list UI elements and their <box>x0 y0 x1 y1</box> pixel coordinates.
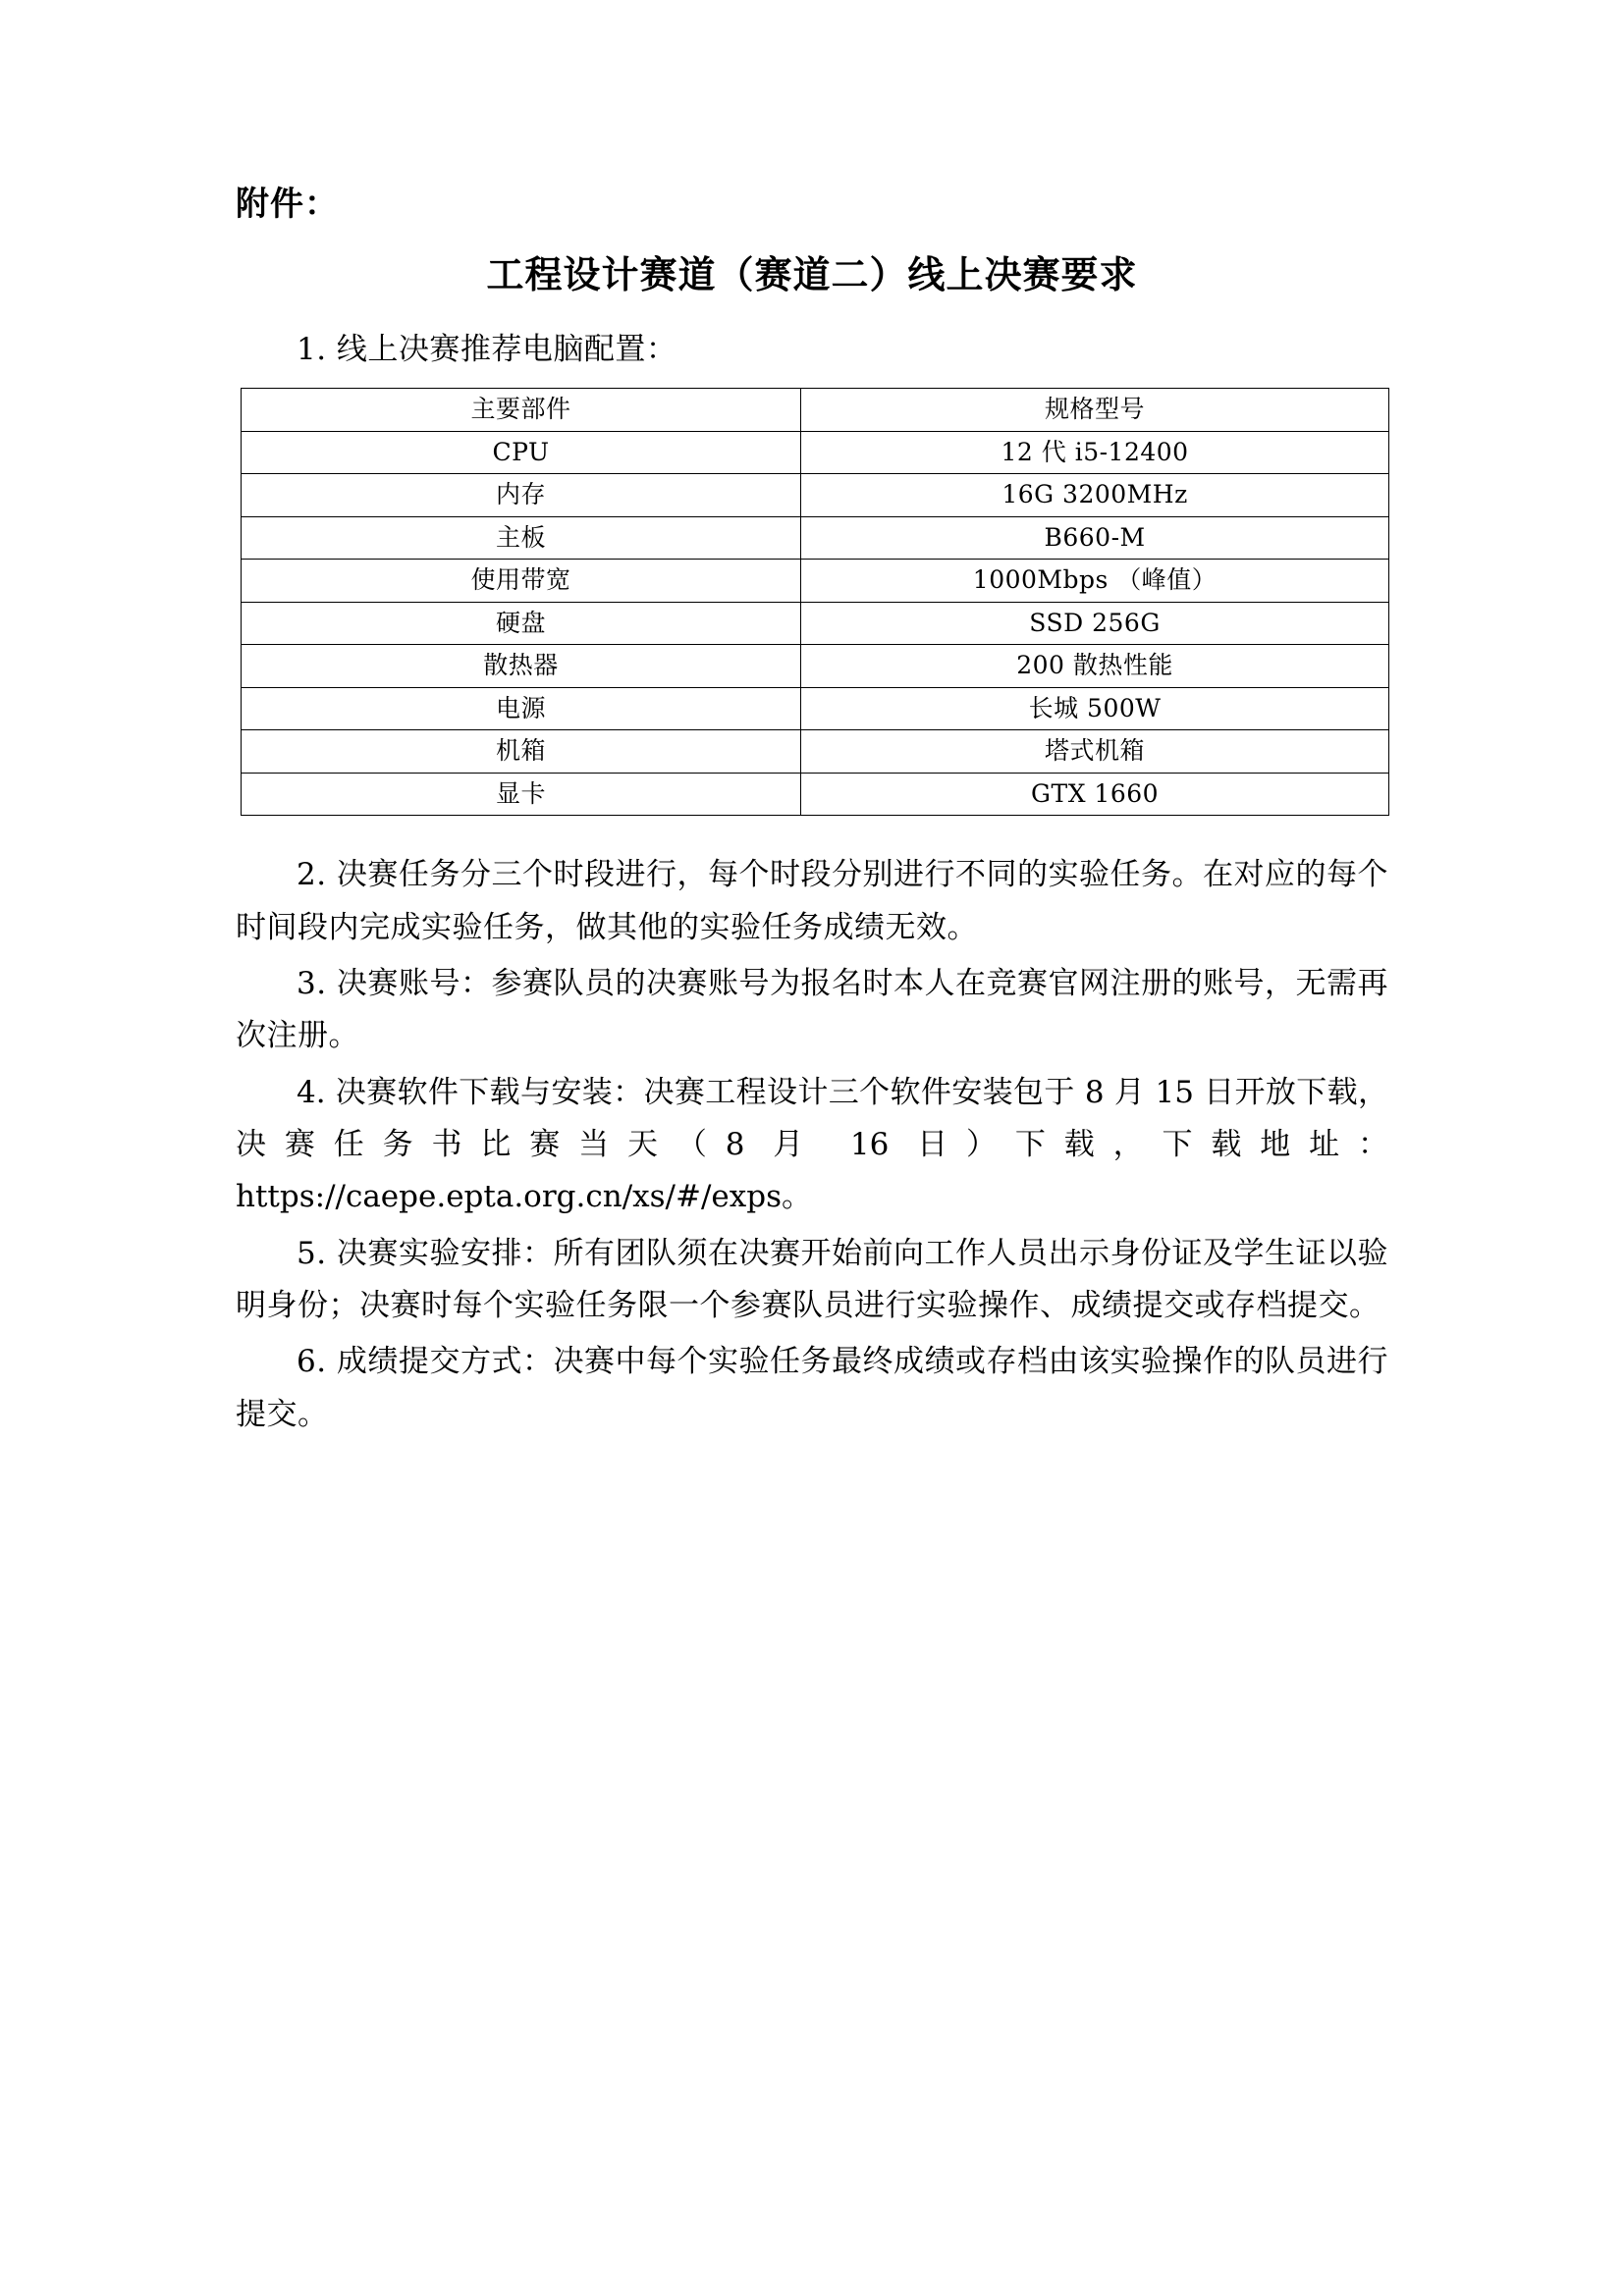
paragraph-3: 3. 决赛账号：参赛队员的决赛账号为报名时本人在竞赛官网注册的账号，无需再次注册。 <box>236 966 1388 1054</box>
cell-spec: 塔式机箱 <box>801 730 1389 774</box>
cell-component: 主板 <box>242 516 801 560</box>
cell-component: 散热器 <box>242 645 801 688</box>
cell-component: 机箱 <box>242 730 801 774</box>
table-row <box>242 474 1389 517</box>
cell-component: CPU <box>242 431 801 474</box>
cell-component: 内存 <box>242 474 801 517</box>
table-row <box>242 516 1389 560</box>
attachment-label: 附件： <box>236 185 339 224</box>
cell-component: 显卡 <box>242 773 801 816</box>
table-row <box>242 560 1389 603</box>
cell-component: 硬盘 <box>242 602 801 645</box>
cell-component: 电源 <box>242 687 801 730</box>
column-header-spec: 规格型号 <box>801 389 1389 432</box>
cell-spec: 1000Mbps （峰值） <box>801 560 1389 603</box>
paragraph-6: 6. 成绩提交方式：决赛中每个实验任务最终成绩或存档由该实验操作的队员进行提交。 <box>236 1344 1388 1432</box>
table-row <box>242 645 1389 688</box>
cell-component: 使用带宽 <box>242 560 801 603</box>
table-row <box>242 687 1389 730</box>
table-row <box>242 602 1389 645</box>
pc-configuration-table <box>241 388 1389 816</box>
table-row <box>242 730 1389 774</box>
cell-spec: 长城 500W <box>801 687 1389 730</box>
page-title: 工程设计赛道（赛道二）线上决赛要求 <box>486 251 1138 296</box>
paragraph-4: 4. 决赛软件下载与安装：决赛工程设计三个软件安装包于 8 月 15 日开放下载，决赛任务书比赛当天（8 月 16 日）下载，下载地址：https://caepe.epta.org.cn/xs/#/exps。 <box>236 1074 1388 1215</box>
paragraph-2: 2. 决赛任务分三个时段进行，每个时段分别进行不同的实验任务。在对应的每个时间段内完成实验任务，做其他的实验任务成绩无效。 <box>236 857 1388 945</box>
cell-spec: B660-M <box>801 516 1389 560</box>
cell-spec: 16G 3200MHz <box>801 474 1389 517</box>
cell-spec: SSD 256G <box>801 602 1389 645</box>
cell-spec: 200 散热性能 <box>801 645 1389 688</box>
table-header-row <box>242 389 1389 432</box>
section-1-intro: 1. 线上决赛推荐电脑配置： <box>297 331 677 367</box>
column-header-component: 主要部件 <box>242 389 801 432</box>
cell-spec: 12 代 i5-12400 <box>801 431 1389 474</box>
table-row <box>242 431 1389 474</box>
spacer <box>236 816 1388 849</box>
cell-spec: GTX 1660 <box>801 773 1389 816</box>
paragraph-5: 5. 决赛实验安排：所有团队须在决赛开始前向工作人员出示身份证及学生证以验明身份；决赛时每个实验任务限一个参赛队员进行实验操作、成绩提交或存档提交。 <box>236 1235 1388 1323</box>
table-row <box>242 773 1389 816</box>
